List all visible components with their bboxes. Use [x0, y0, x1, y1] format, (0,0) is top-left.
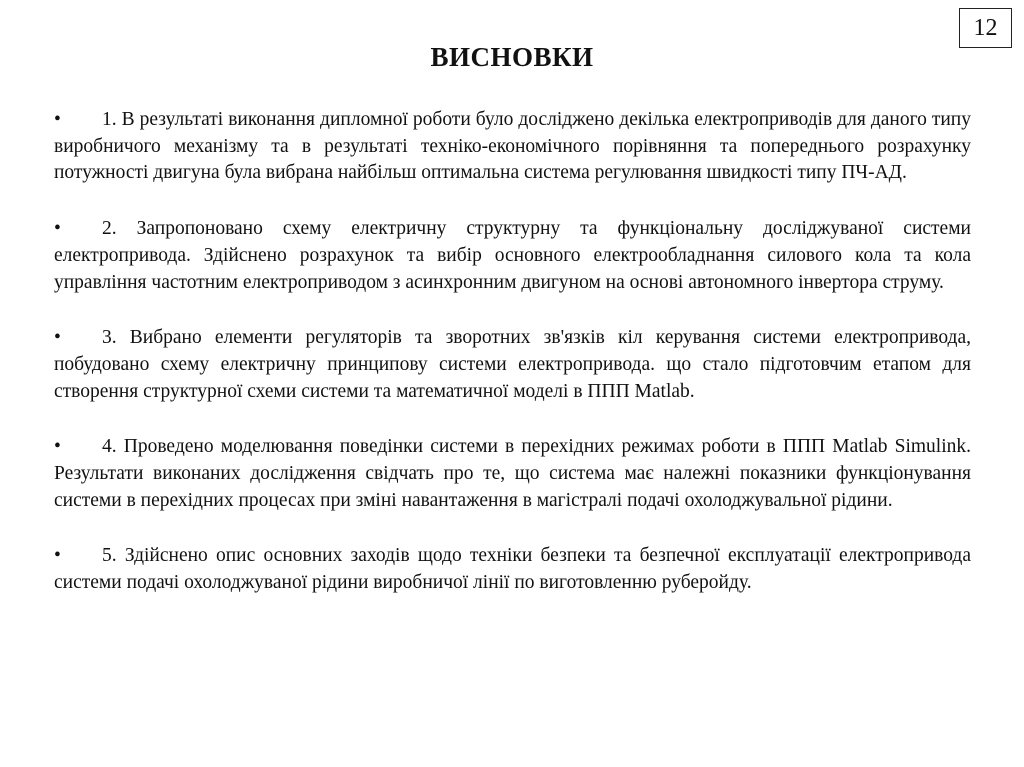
list-item-text: 3. Вибрано елементи регуляторів та зворотних зв'язків кіл керування системи електропривода, побудовано схему електричну принципову системи електропривода. що стало підготовчим етапом для створення структурної схеми системи та математичної моделі в ППП Matlab. [54, 327, 971, 402]
bullet: • [54, 545, 61, 567]
list-item [54, 543, 971, 596]
list-item-text: 4. Проведено моделювання поведінки системи в перехідних режимах роботи в ППП Matlab Simulink. Результати виконаних дослідження свідчать про те, що система має належні показники функціонування системи в перехідних процесах при зміні навантаження в магістралі подачі охолоджувальної рідини. [54, 436, 971, 511]
bullet: • [54, 327, 61, 349]
slide-number: 12 [973, 15, 998, 41]
list-item-text: 1. В результаті виконання дипломної роботи було досліджено декілька електроприводів для даного типу виробничого механізму та в результаті техніко-економічного порівняння та попереднього розрахунку потужності двигуна була вибрана найбільш оптимальна система регулювання швидкості типу ПЧ-АД. [54, 109, 971, 184]
list-item-text: 5. Здійснено опис основних заходів щодо техніки безпеки та безпечної експлуатації електропривода системи подачі охолоджуваної рідини виробничої лінії по виготовленню руберойду. [54, 545, 971, 594]
bullet: • [54, 436, 61, 458]
list-item-text: 2. Запропоновано схему електричну структурну та функціональну досліджуваної системи електропривода. Здійснено розрахунок та вибір основного електрообладнання силового кола та кола управління частотним електроприводом з асинхронним двигуном на основі автономного інвертора струму. [54, 218, 971, 293]
bullet: • [54, 218, 61, 240]
list-item [54, 216, 971, 296]
list-item [54, 434, 971, 514]
list-item [54, 325, 971, 405]
list-item [54, 107, 971, 187]
page-title: ВИСНОВКИ [430, 42, 594, 72]
bullet: • [54, 109, 61, 130]
conclusions-list [54, 107, 971, 626]
